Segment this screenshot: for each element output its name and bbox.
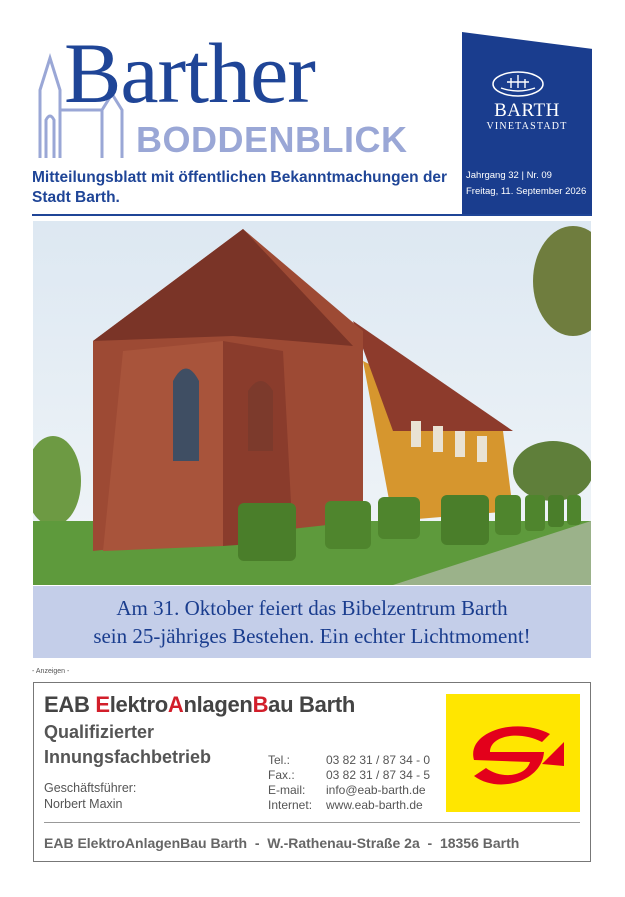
contact-value-internet: www.eab-barth.de — [326, 798, 423, 812]
cover-caption — [33, 586, 591, 658]
ads-label: - Anzeigen - — [32, 668, 70, 675]
ad-company-letter-e: E — [95, 692, 110, 717]
ad-company-part: au Barth — [268, 692, 355, 717]
ad-company-part: lektro — [109, 692, 168, 717]
contact-value-email: info@eab-barth.de — [326, 783, 426, 797]
ad-company-name — [44, 692, 355, 718]
contact-value-tel: 03 82 31 / 87 34 - 0 — [326, 753, 431, 767]
contact-label-email: E-mail: — [268, 783, 306, 797]
vinetastadt-ship-icon — [491, 70, 545, 98]
masthead-title: Barther — [64, 25, 315, 121]
contact-label-fax: Fax.: — [268, 768, 295, 782]
ad-qualification-2: Innungsfachbetrieb — [44, 747, 212, 767]
ad-company-part: nlagen — [183, 692, 253, 717]
badge-town-name: BARTH — [494, 100, 560, 121]
issue-date: Freitag, 11. September 2026 — [466, 186, 587, 197]
cover-caption-line-2: sein 25-jähriges Bestehen. Ein echter Lichtmoment! — [93, 624, 531, 648]
cover-caption-line-1: Am 31. Oktober feiert das Bibelzentrum Barth — [116, 596, 508, 620]
masthead-divider — [32, 214, 592, 216]
cover-photo-church — [33, 221, 591, 585]
e-marke-logo-icon — [446, 694, 580, 812]
badge-town-subtitle: VINETASTADT — [486, 121, 568, 132]
ad-qualification-1: Qualifizierter — [44, 722, 155, 742]
masthead-tagline: Mitteilungsblatt mit öffentlichen Bekanntmachungen der Stadt Barth. — [32, 169, 448, 206]
contact-label-tel: Tel.: — [268, 753, 291, 767]
ad-manager-label: Geschäftsführer: — [44, 781, 137, 795]
ad-footer-address: EAB ElektroAnlagenBau Barth - W.-Rathenau-Straße 2a - 18356 Barth — [44, 835, 520, 851]
ad-company-part: EAB — [44, 692, 96, 717]
masthead-subtitle: BODDENBLICK — [136, 119, 408, 160]
issue-number: Jahrgang 32 | Nr. 09 — [466, 170, 552, 181]
ad-company-letter-b: B — [252, 692, 269, 717]
contact-value-fax: 03 82 31 / 87 34 - 5 — [326, 768, 431, 782]
ad-manager-name: Norbert Maxin — [44, 797, 123, 811]
ad-company-letter-a: A — [167, 692, 184, 717]
ad-footer-divider — [44, 822, 580, 823]
contact-label-internet: Internet: — [268, 798, 313, 812]
